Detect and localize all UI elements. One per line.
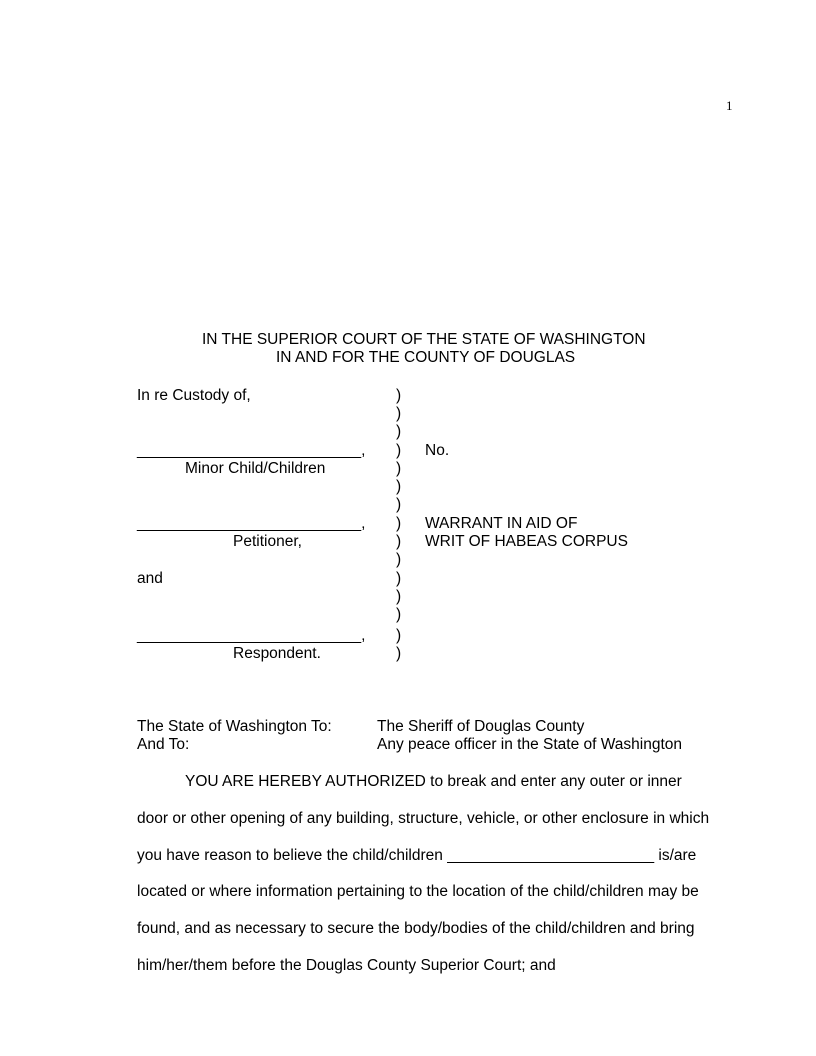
caption-paren: ) [396,606,402,623]
caption-paren: ) [396,478,402,495]
petitioner-blank: __________________________, [137,515,366,532]
document-title-line-1: WARRANT IN AID OF [425,515,578,532]
petitioner-label: Petitioner, [233,533,302,550]
court-heading-line-2: IN AND FOR THE COUNTY OF DOUGLAS [276,349,576,366]
body-line-6: him/her/them before the Douglas County Superior Court; and [137,957,556,974]
and-label: and [137,570,163,587]
minor-child-blank: __________________________, [137,442,366,459]
caption-paren: ) [396,588,402,605]
and-to-label: And To: [137,736,190,753]
in-re-custody: In re Custody of, [137,387,251,404]
caption-paren: ) [396,387,402,404]
respondent-label: Respondent. [233,645,321,662]
minor-child-label: Minor Child/Children [185,460,326,477]
to-label: The State of Washington To: [137,718,332,735]
caption-paren: ) [396,551,402,568]
body-line-2: door or other opening of any building, structure, vehicle, or other enclosure in which [137,810,710,827]
caption-paren: ) [396,405,402,422]
caption-paren: ) [396,442,402,459]
body-line-4: located or where information pertaining to the location of the child/children may be [137,883,699,900]
page-number: 1 [726,98,733,113]
caption-paren: ) [396,533,402,550]
and-to-value: Any peace officer in the State of Washington [377,736,683,753]
to-value: The Sheriff of Douglas County [377,718,585,735]
caption-paren: ) [396,570,402,587]
body-line-1: YOU ARE HEREBY AUTHORIZED to break and enter any outer or inner [185,773,682,790]
caption-paren: ) [396,645,402,662]
court-heading-line-1: IN THE SUPERIOR COURT OF THE STATE OF WASHINGTON [202,331,646,348]
caption-paren: ) [396,496,402,513]
body-line-5: found, and as necessary to secure the body/bodies of the child/children and bring [137,920,695,937]
caption-paren: ) [396,423,402,440]
body-line-3: you have reason to believe the child/children ________________________ is/are [137,847,697,864]
document-title-line-2: WRIT OF HABEAS CORPUS [425,533,628,550]
caption-paren: ) [396,460,402,477]
case-number-label: No. [425,442,450,459]
caption-paren: ) [396,515,402,532]
caption-paren: ) [396,627,402,644]
respondent-blank: __________________________, [137,627,366,644]
